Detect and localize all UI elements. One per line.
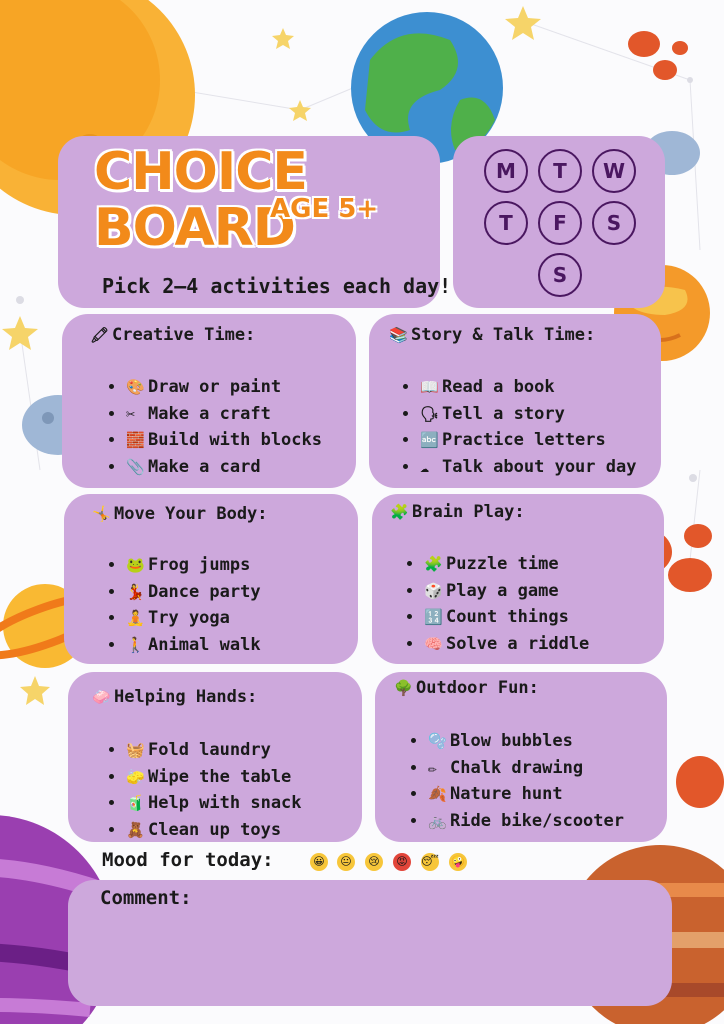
- grinning-face-icon[interactable]: 😀: [310, 853, 328, 871]
- juice-icon: 🧃: [126, 794, 145, 812]
- instruction-text: Pick 2–4 activities each day!: [102, 274, 452, 298]
- list-item[interactable]: • 🎨 Draw or paint: [126, 374, 322, 401]
- sleeping-face-icon[interactable]: 😴: [421, 853, 439, 871]
- section-title: 📚 Story & Talk Time:: [389, 325, 596, 345]
- pencil-icon: ✏: [428, 758, 438, 777]
- activity-list: [408, 728, 624, 834]
- soap-icon: 🧼: [92, 688, 111, 706]
- list-item[interactable]: • 🚶 Animal walk: [126, 632, 261, 659]
- cloud-icon: ☁: [420, 457, 430, 476]
- day-circle[interactable]: M: [484, 149, 528, 193]
- dancer-icon: 💃: [126, 582, 145, 601]
- bubbles-icon: 🫧: [428, 732, 447, 750]
- list-item[interactable]: • 🗣 Tell a story: [420, 401, 636, 428]
- age-badge: AGE 5+: [270, 194, 379, 224]
- list-item[interactable]: • ✂ Make a craft: [126, 401, 322, 428]
- list-item[interactable]: • 🎲 Play a game: [424, 578, 589, 605]
- list-item[interactable]: • 🚲 Ride bike/scooter: [428, 808, 624, 835]
- section-title: 🧩 Brain Play:: [390, 502, 525, 522]
- list-item[interactable]: • ✏ Chalk drawing: [428, 755, 624, 782]
- activity-list: [404, 551, 589, 657]
- list-item[interactable]: • 🧘 Try yoga: [126, 605, 261, 632]
- crayon-icon: 🖍: [90, 326, 110, 344]
- speaking-head-icon: 🗣: [420, 404, 440, 423]
- day-circle[interactable]: S: [538, 253, 582, 297]
- list-item[interactable]: • 🔢 Count things: [424, 604, 589, 631]
- numbers-icon: 🔢: [424, 608, 443, 626]
- activity-list: [106, 374, 322, 480]
- day-circle[interactable]: T: [538, 149, 582, 193]
- teddy-bear-icon: 🧸: [126, 820, 145, 839]
- zany-face-icon[interactable]: 🤪: [449, 853, 467, 871]
- book-icon: 📖: [420, 378, 439, 396]
- bricks-icon: 🧱: [126, 431, 145, 449]
- list-item[interactable]: • 🐸 Frog jumps: [126, 552, 261, 579]
- bicycle-icon: 🚲: [428, 811, 447, 830]
- paperclip-icon: 📎: [126, 457, 145, 476]
- list-item[interactable]: • 🧠 Solve a riddle: [424, 631, 589, 658]
- section-title: 🤸 Move Your Body:: [92, 504, 268, 524]
- day-circle[interactable]: T: [484, 201, 528, 245]
- list-item[interactable]: • 🔤 Practice letters: [420, 427, 636, 454]
- section-title: 🧼 Helping Hands:: [92, 687, 258, 707]
- books-icon: 📚: [389, 326, 408, 344]
- cartwheel-icon: 🤸: [92, 505, 111, 523]
- day-circle[interactable]: W: [592, 149, 636, 193]
- list-item[interactable]: • 🧱 Build with blocks: [126, 427, 322, 454]
- dice-icon: 🎲: [424, 581, 443, 600]
- brain-icon: 🧠: [424, 634, 443, 653]
- list-item[interactable]: • 🧺 Fold laundry: [126, 737, 302, 764]
- section-title: 🌳 Outdoor Fun:: [394, 678, 539, 698]
- list-item[interactable]: • 🧸 Clean up toys: [126, 817, 302, 844]
- list-item[interactable]: • 🧽 Wipe the table: [126, 764, 302, 791]
- palette-icon: 🎨: [126, 378, 145, 396]
- leaves-icon: 🍂: [428, 785, 447, 803]
- day-circle[interactable]: S: [592, 201, 636, 245]
- day-circle[interactable]: F: [538, 201, 582, 245]
- puzzle-icon: 🧩: [390, 503, 409, 521]
- frog-icon: 🐸: [126, 556, 145, 574]
- list-item[interactable]: • 🫧 Blow bubbles: [428, 728, 624, 755]
- sponge-icon: 🧽: [126, 767, 145, 786]
- list-item[interactable]: • 💃 Dance party: [126, 579, 261, 606]
- angry-face-icon[interactable]: 😡: [393, 853, 411, 871]
- list-item[interactable]: • 📎 Make a card: [126, 454, 322, 481]
- list-item[interactable]: • 🧩 Puzzle time: [424, 551, 589, 578]
- crying-face-icon[interactable]: 😢: [365, 853, 383, 871]
- activity-list: [106, 737, 302, 843]
- list-item[interactable]: • 🍂 Nature hunt: [428, 781, 624, 808]
- puzzle-icon: 🧩: [424, 555, 443, 573]
- mood-label: Mood for today:: [102, 849, 274, 871]
- comment-label: Comment:: [100, 887, 192, 909]
- walking-icon: 🚶: [126, 635, 145, 654]
- yoga-icon: 🧘: [126, 609, 145, 627]
- list-item[interactable]: • ☁ Talk about your day: [420, 454, 636, 481]
- list-item[interactable]: • 🧃 Help with snack: [126, 790, 302, 817]
- section-title: 🖍 Creative Time:: [90, 325, 256, 345]
- letters-icon: 🔤: [420, 431, 439, 449]
- scissors-icon: ✂: [126, 404, 136, 423]
- activity-list: [400, 374, 636, 480]
- page-title-line1: CHOICE: [94, 142, 307, 202]
- tree-icon: 🌳: [394, 679, 413, 697]
- activity-list: [106, 552, 261, 658]
- neutral-face-icon[interactable]: 😐: [337, 853, 355, 871]
- basket-icon: 🧺: [126, 741, 145, 759]
- page-title-line2: BOARD: [94, 198, 295, 258]
- list-item[interactable]: • 📖 Read a book: [420, 374, 636, 401]
